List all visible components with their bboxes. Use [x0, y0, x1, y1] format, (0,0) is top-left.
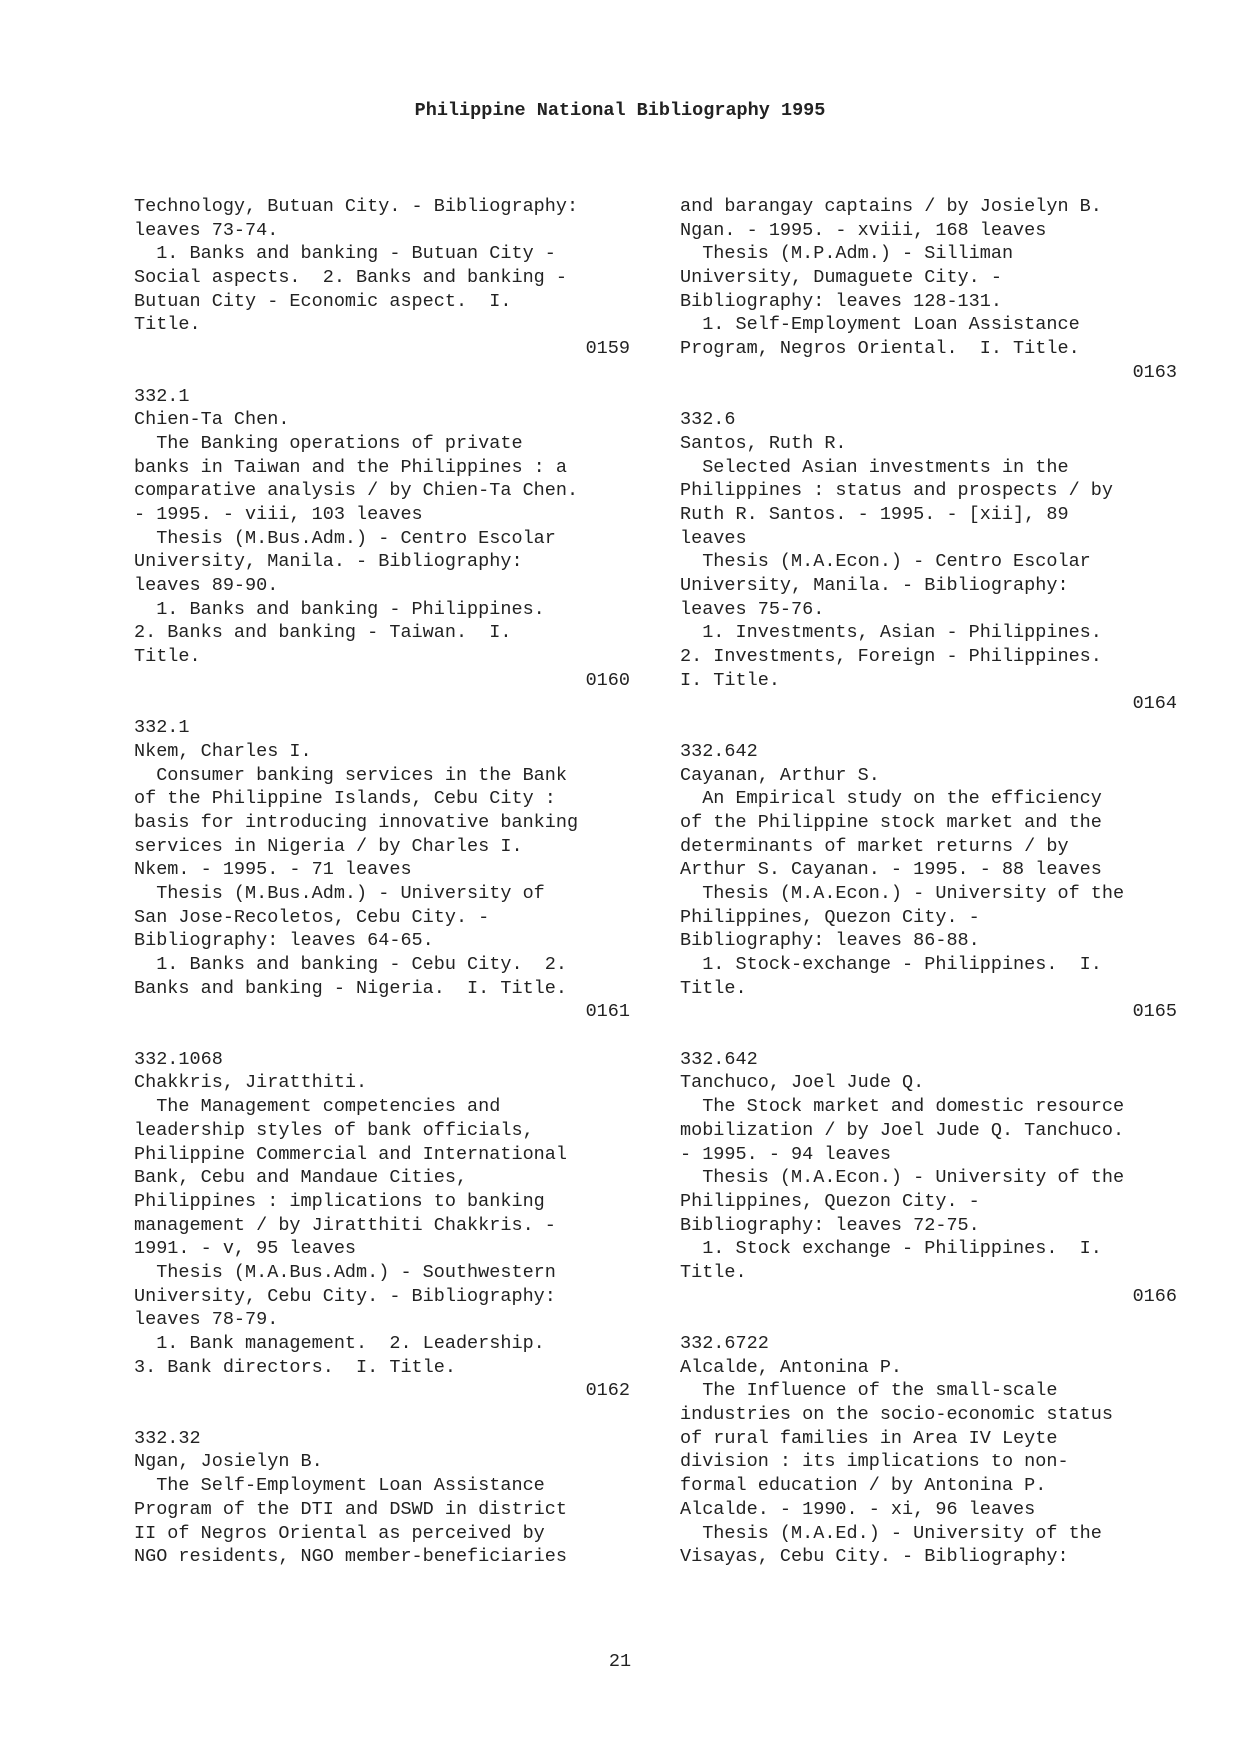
text-line: The Management competencies and [134, 1096, 501, 1118]
text-line [680, 1024, 1180, 1048]
text-line: 1. Bank management. 2. Leadership. [134, 1333, 545, 1354]
text-line: 1. Stock-exchange - Philippines. I. [680, 954, 1102, 975]
text-line: Thesis (M.A.Ed.) - University of the [680, 1522, 1102, 1544]
text-line: II of Negros Oriental as perceived by [134, 1522, 545, 1544]
entry-number: 0163 [1132, 361, 1177, 383]
text-line: Philippines : implications to banking [134, 1190, 545, 1212]
text-line: Philippines, Quezon City. - [680, 906, 980, 928]
text-line: industries on the socio-economic status [680, 1404, 1113, 1426]
text-line: 332.6 [680, 409, 736, 431]
text-line: leaves [680, 527, 747, 549]
text-line: Consumer banking services in the Bank [134, 764, 567, 786]
text-line: Philippines, Quezon City. - [680, 1190, 980, 1212]
text-line: Thesis (M.P.Adm.) - Silliman [680, 243, 1014, 265]
text-line: Social aspects. 2. Banks and banking - [134, 267, 567, 289]
text-line: Butuan City - Economic aspect. I. [134, 290, 512, 312]
text-line: 332.642 [680, 1048, 758, 1070]
text-line: 2. Investments, Foreign - Philippines. [680, 646, 1102, 668]
text-line [680, 385, 1180, 409]
text-line: San Jose-Recoletos, Cebu City. - [134, 906, 490, 928]
text-line: Selected Asian investments in the [680, 456, 1069, 478]
text-line: leadership styles of bank officials, [134, 1119, 534, 1141]
text-line: Ngan. - 1995. - xviii, 168 leaves [680, 219, 1047, 241]
text-line: Bibliography: leaves 64-65. [134, 930, 434, 952]
entry-number: 0162 [585, 1380, 630, 1402]
text-line [134, 1024, 634, 1048]
text-line: 332.32 [134, 1427, 201, 1449]
text-line: Arthur S. Cayanan. - 1995. - 88 leaves [680, 859, 1102, 881]
text-line: 1. Self-Employment Loan Assistance [680, 314, 1080, 336]
text-line: 2. Banks and banking - Taiwan. I. [134, 622, 512, 644]
text-line: 1. Investments, Asian - Philippines. [680, 622, 1102, 644]
text-line: banks in Taiwan and the Philippines : a [134, 456, 567, 478]
text-line: Philippine Commercial and International [134, 1143, 567, 1165]
text-line: comparative analysis / by Chien-Ta Chen. [134, 480, 579, 502]
text-line: services in Nigeria / by Charles I. [134, 835, 523, 857]
text-line: Chakkris, Jiratthiti. [134, 1072, 368, 1094]
text-line: 332.1 [134, 717, 190, 739]
text-line: Chien-Ta Chen. [134, 409, 290, 431]
text-line: 332.6722 [680, 1333, 769, 1354]
entry-number: 0160 [585, 669, 630, 691]
text-line: Bibliography: leaves 128-131. [680, 290, 1002, 312]
text-line: Title. [134, 314, 201, 336]
text-line: Thesis (M.A.Econ.) - University of the [680, 1167, 1125, 1189]
text-line: Alcalde, Antonina P. [680, 1356, 903, 1378]
text-line [134, 692, 634, 716]
text-line: 3. Bank directors. I. Title. [134, 1356, 456, 1378]
text-line: Bibliography: leaves 72-75. [680, 1214, 980, 1236]
text-line [680, 1308, 1180, 1332]
text-line: 1. Stock exchange - Philippines. I. [680, 1238, 1102, 1260]
text-line: Thesis (M.A.Econ.) - Centro Escolar [680, 551, 1091, 573]
text-line [134, 361, 634, 385]
text-line: Nkem, Charles I. [134, 740, 312, 762]
text-line: 332.642 [680, 740, 758, 762]
entry-number: 0161 [585, 1001, 630, 1023]
text-line: and barangay captains / by Josielyn B. [680, 196, 1102, 217]
text-line: of rural families in Area IV Leyte [680, 1427, 1058, 1449]
text-line: Nkem. - 1995. - 71 leaves [134, 859, 412, 881]
text-line: Banks and banking - Nigeria. I. Title. [134, 977, 567, 999]
text-line: basis for introducing innovative banking [134, 811, 579, 833]
text-line: I. Title. [680, 669, 780, 691]
text-line: NGO residents, NGO member-beneficiaries [134, 1546, 567, 1568]
text-line: of the Philippine Islands, Cebu City : [134, 788, 556, 810]
text-line: Title. [680, 977, 747, 999]
text-line: Program, Negros Oriental. I. Title. [680, 338, 1080, 360]
page-title: Philippine National Bibliography 1995 [414, 100, 826, 121]
text-line: Tanchuco, Joel Jude Q. [680, 1072, 925, 1094]
text-line: Santos, Ruth R. [680, 432, 847, 454]
text-line: An Empirical study on the efficiency [680, 788, 1102, 810]
text-line: mobilization / by Joel Jude Q. Tanchuco. [680, 1119, 1125, 1141]
text-line: management / by Jiratthiti Chakkris. - [134, 1214, 556, 1236]
entry-number: 0159 [585, 338, 630, 360]
left-column [134, 195, 634, 1569]
text-line: leaves 75-76. [680, 598, 825, 620]
text-line: 1. Banks and banking - Butuan City - [134, 243, 556, 265]
text-line: The Stock market and domestic resource [680, 1096, 1125, 1118]
text-line [134, 1403, 634, 1427]
text-line: 332.1068 [134, 1048, 223, 1070]
text-line: 1. Banks and banking - Philippines. [134, 598, 545, 620]
entry-number: 0164 [1132, 693, 1177, 715]
text-line: Philippines : status and prospects / by [680, 480, 1113, 502]
text-line: determinants of market returns / by [680, 835, 1069, 857]
text-line: Visayas, Cebu City. - Bibliography: [680, 1546, 1069, 1568]
text-line: Program of the DTI and DSWD in district [134, 1498, 567, 1520]
text-line: Bibliography: leaves 86-88. [680, 930, 980, 952]
text-line: Title. [680, 1261, 747, 1283]
text-line: Cayanan, Arthur S. [680, 764, 880, 786]
text-line: 1. Banks and banking - Cebu City. 2. [134, 954, 567, 975]
text-line: University, Manila. - Bibliography: [680, 575, 1069, 596]
entry-number: 0165 [1132, 1001, 1177, 1023]
entry-number: 0166 [1132, 1285, 1177, 1307]
text-line: division : its implications to non- [680, 1451, 1069, 1473]
text-line [680, 716, 1180, 740]
text-line: Alcalde. - 1990. - xi, 96 leaves [680, 1498, 1036, 1520]
text-line: University, Cebu City. - Bibliography: [134, 1285, 556, 1307]
text-line: The Influence of the small-scale [680, 1380, 1058, 1402]
text-line: Thesis (M.A.Econ.) - University of the [680, 882, 1125, 904]
text-line: Ngan, Josielyn B. [134, 1451, 323, 1473]
text-line: Technology, Butuan City. - Bibliography: [134, 196, 579, 217]
text-line: Thesis (M.A.Bus.Adm.) - Southwestern [134, 1261, 556, 1283]
text-line: Bank, Cebu and Mandaue Cities, [134, 1167, 468, 1189]
text-line: 1991. - v, 95 leaves [134, 1238, 357, 1260]
right-column [680, 195, 1180, 1569]
text-line: leaves 89-90. [134, 575, 279, 596]
text-line: - 1995. - viii, 103 leaves [134, 503, 423, 525]
text-line: University, Dumaguete City. - [680, 267, 1002, 289]
page-number: 21 [608, 1651, 632, 1672]
text-line: University, Manila. - Bibliography: [134, 551, 523, 573]
text-line: Title. [134, 646, 201, 668]
text-line: Thesis (M.Bus.Adm.) - University of [134, 882, 545, 904]
text-line: - 1995. - 94 leaves [680, 1143, 891, 1165]
text-line: formal education / by Antonina P. [680, 1475, 1047, 1497]
text-line: The Banking operations of private [134, 432, 523, 454]
text-line: Thesis (M.Bus.Adm.) - Centro Escolar [134, 527, 556, 549]
text-line: leaves 78-79. [134, 1309, 279, 1331]
text-line: Ruth R. Santos. - 1995. - [xii], 89 [680, 503, 1069, 525]
text-line: of the Philippine stock market and the [680, 811, 1102, 833]
text-line: leaves 73-74. [134, 219, 279, 241]
text-line: 332.1 [134, 385, 190, 407]
text-line: The Self-Employment Loan Assistance [134, 1475, 545, 1497]
